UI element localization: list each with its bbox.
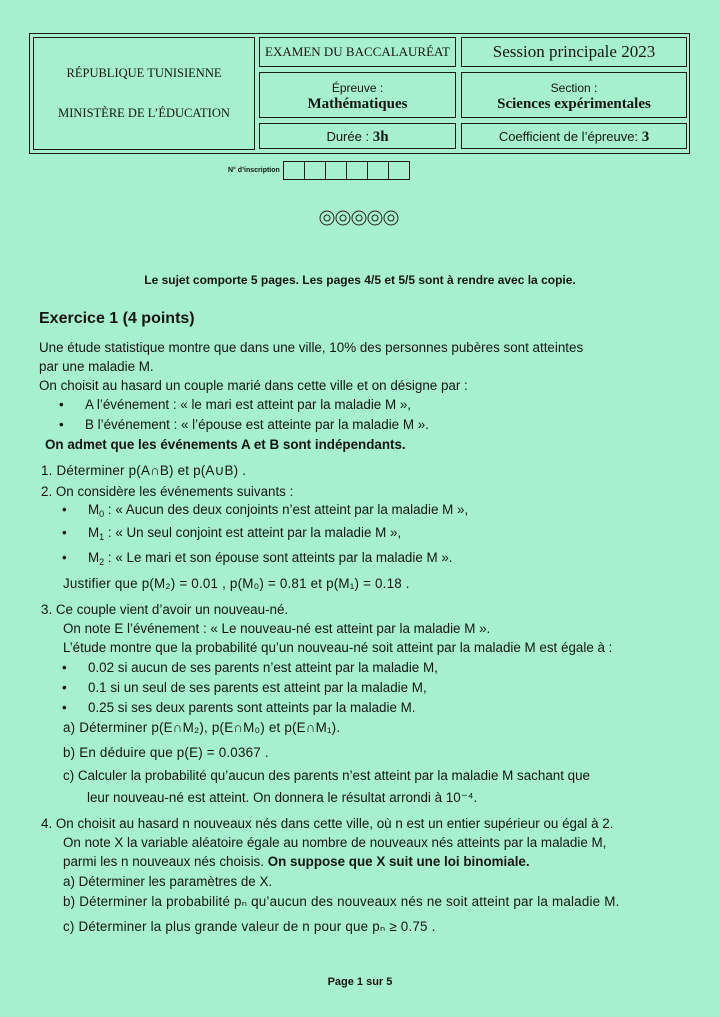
justify-line: Justifier que p(M₂) = 0.01 , p(M₀) = 0.81 et p(M₁) = 0.18 .: [63, 576, 410, 591]
question-4c: c) Déterminer la plus grande valeur de n pour que pₙ ≥ 0.75 .: [63, 919, 436, 934]
question-3: 3. Ce couple vient d’avoir un nouveau-né.: [41, 602, 289, 617]
duree-cell: [259, 123, 456, 149]
page-footer: Page 1 sur 5: [327, 976, 393, 988]
ornament-icon: [318, 209, 400, 227]
epreuve-cell: [259, 72, 456, 118]
intro-line-3: On choisit au hasard un couple marié dans cette ville et on désigne par :: [39, 378, 468, 393]
session-title: Session principale 2023: [461, 37, 687, 67]
question-4: 4. On choisit au hasard n nouveaux nés dans cette ville, où n est un entier supérieur ou égal à 2.: [41, 816, 614, 831]
event-m2: • $M_2$ : « Le mari et son épouse sont atteints par la maladie M ».: [88, 550, 453, 567]
page-notice: Le sujet comporte 5 pages. Les pages 4/5 et 5/5 sont à rendre avec la copie.: [144, 273, 576, 287]
question-1: 1. Déterminer p(A∩B) et p(A∪B) .: [41, 463, 247, 478]
section-cell: [461, 72, 687, 118]
question-3a: a) Déterminer p(E∩M₂), p(E∩M₀) et p(E∩M₁).: [63, 720, 341, 735]
exercise-title: Exercice 1 (4 points): [39, 310, 195, 327]
epreuve-value: Mathématiques: [307, 96, 408, 112]
coef-value: 3: [641, 129, 650, 145]
duree-value: 3h: [372, 129, 389, 145]
question-4-line-3: parmi les n nouveaux nés choisis. On suppose que X suit une loi binomiale.: [63, 854, 530, 869]
q3-bullet-3: • 0.25 si ses deux parents sont atteints par la maladie M.: [88, 700, 416, 715]
q3-bullet-2: • 0.1 si un seul de ses parents est atteint par la maladie M,: [88, 680, 427, 695]
question-3c: c) Calculer la probabilité qu’aucun des parents n’est atteint par la maladie M sachant que: [63, 768, 591, 783]
section-label: Section :: [550, 81, 598, 95]
coef-cell: [461, 123, 687, 149]
event-m0: • $M_0$ : « Aucun des deux conjoints n’est atteint par la maladie M »,: [88, 502, 468, 519]
event-m1: • $M_1$ : « Un seul conjoint est atteint par la maladie M »,: [88, 525, 401, 542]
exam-title: EXAMEN DU BACCALAURÉAT: [259, 37, 456, 67]
coef-label: Coefficient de l’épreuve:: [498, 129, 639, 144]
ministry-name: MINISTÈRE DE L’ÉDUCATION: [58, 106, 230, 120]
inscription-field[interactable]: [228, 161, 410, 179]
q3-bullet-1: • 0.02 si aucun de ses parents n’est atteint par la maladie M,: [88, 660, 438, 675]
question-4a: a) Déterminer les paramètres de X.: [63, 874, 273, 889]
duree-label: Durée :: [326, 129, 370, 144]
independence-statement: On admet que les événements A et B sont indépendants.: [45, 437, 406, 452]
question-2: 2. On considère les événements suivants :: [41, 484, 294, 499]
inscription-label: N° d’inscription: [228, 166, 280, 174]
ministry-box: [33, 37, 255, 150]
event-b: • B l’événement : « l’épouse est atteinte par la maladie M ».: [85, 417, 429, 432]
question-3b: b) En déduire que p(E) = 0.0367 .: [63, 745, 269, 760]
section-value: Sciences expérimentales: [497, 96, 651, 112]
epreuve-label: Épreuve :: [331, 81, 384, 95]
question-3c-line-2: leur nouveau-né est atteint. On donnera le résultat arrondi à 10⁻⁴.: [87, 790, 478, 805]
question-3-study: L’étude montre que la probabilité qu’un nouveau-né soit atteint par la maladie M est égale à :: [63, 640, 613, 655]
question-3-event: On note E l’événement : « Le nouveau-né est atteint par la maladie M ».: [63, 621, 491, 636]
intro-line-1: Une étude statistique montre que dans une ville, 10% des personnes pubères sont atteintes: [39, 340, 584, 355]
question-4b: b) Déterminer la probabilité pₙ qu’aucun des nouveaux nés ne soit atteint par la maladie M.: [63, 894, 620, 909]
event-a: • A l’événement : « le mari est atteint par la maladie M »,: [85, 397, 411, 412]
inscription-boxes[interactable]: [283, 161, 410, 180]
question-4-line-2: On note X la variable aléatoire égale au nombre de nouveaux nés atteints par la maladie M,: [63, 835, 607, 850]
country-name: RÉPUBLIQUE TUNISIENNE: [66, 66, 222, 80]
intro-line-2: par une maladie M.: [39, 359, 154, 374]
